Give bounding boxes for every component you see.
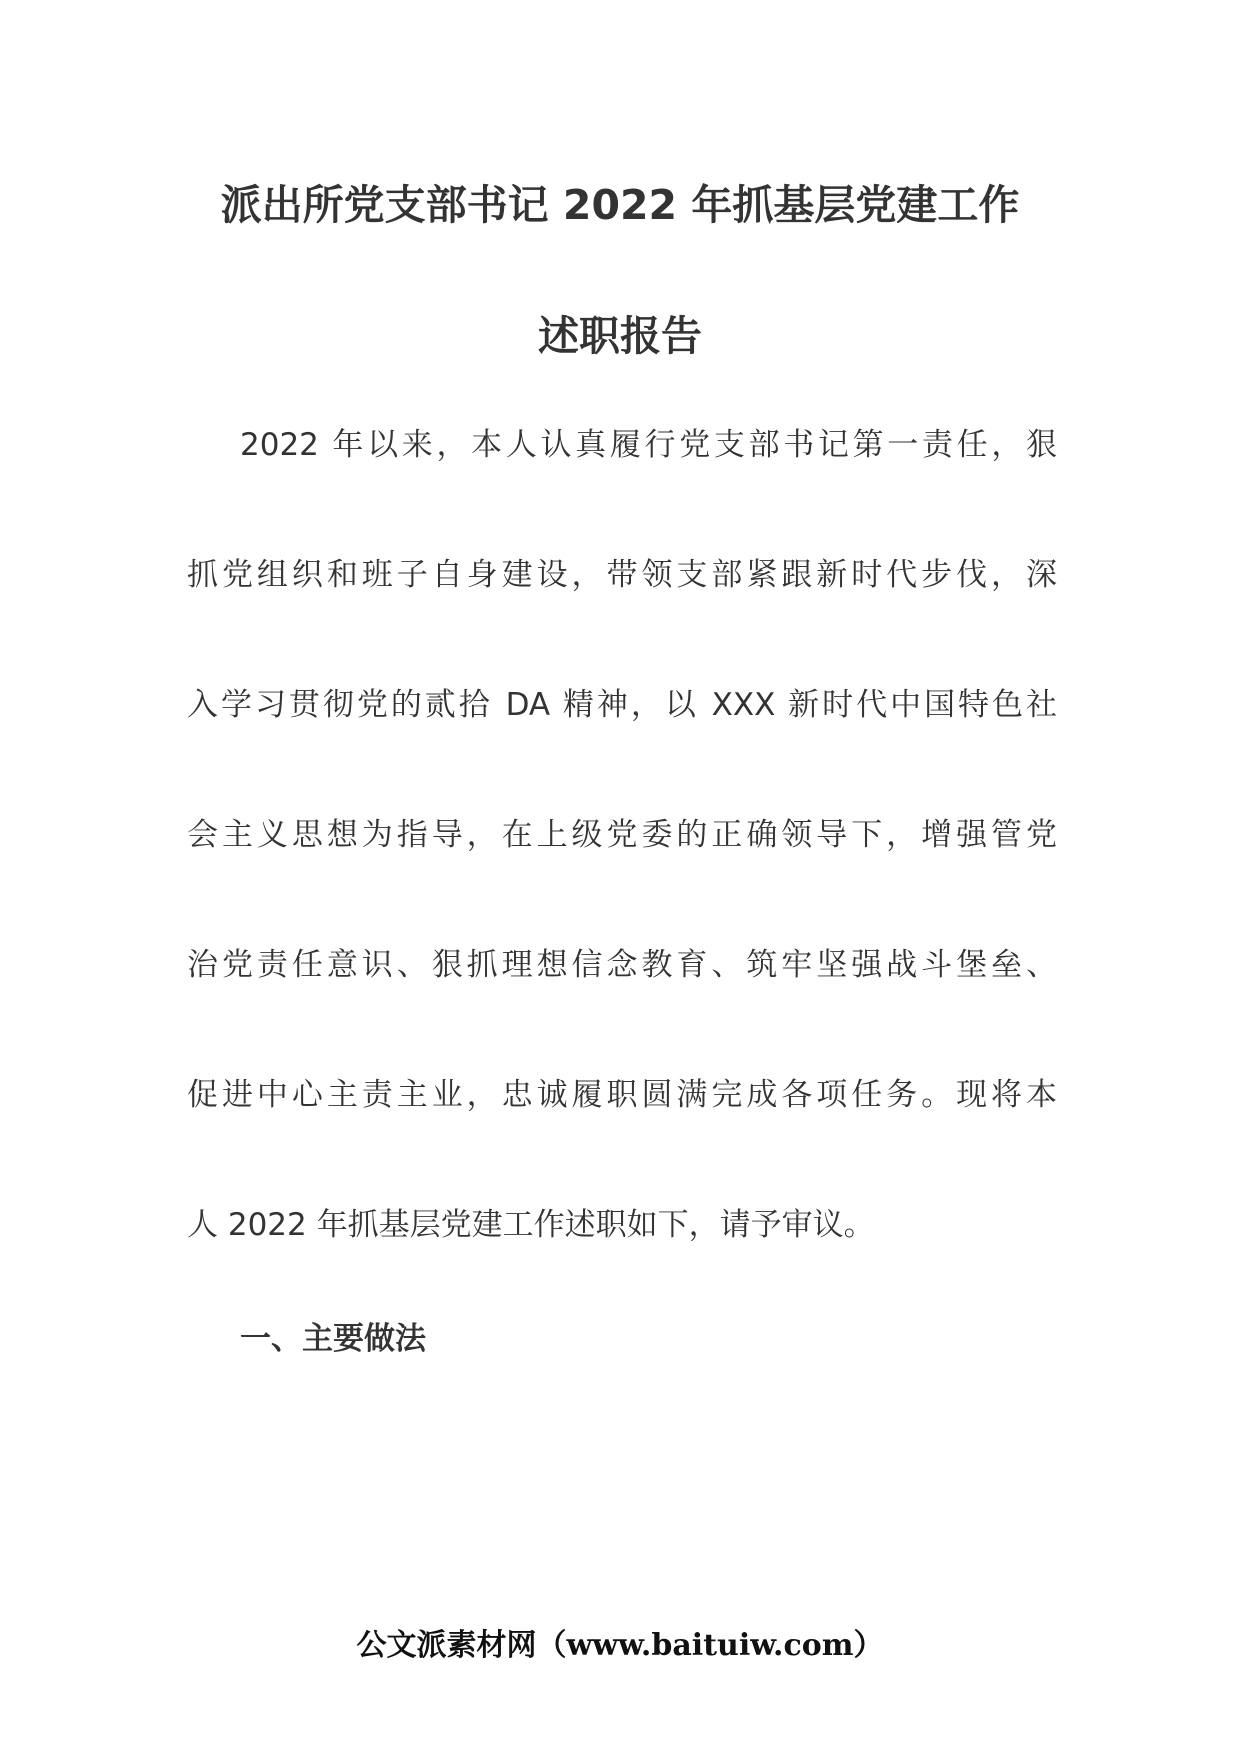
paragraph-line: 入学习贯彻党的贰拾 DA 精神，以 XXX 新时代中国特色社 xyxy=(187,687,1057,723)
document-title-line-2: 述职报告 xyxy=(538,312,702,360)
paragraph-line: 会主义思想为指导，在上级党委的正确领导下，增强管党 xyxy=(187,817,1057,853)
intro-paragraph xyxy=(187,380,1057,1290)
paragraph-line: 人 2022 年抓基层党建工作述职如下，请予审议。 xyxy=(187,1207,875,1243)
paragraph-line: 促进中心主责主业，忠诚履职圆满完成各项任务。现将本 xyxy=(187,1077,1057,1113)
paragraph-line: 抓党组织和班子自身建设，带领支部紧跟新时代步伐，深 xyxy=(187,557,1057,593)
section-heading: 一、主要做法 xyxy=(240,1321,426,1357)
footer-source-text: 公文派素材网（www.baituiw.com） xyxy=(356,1628,884,1663)
document-title-line-1: 派出所党支部书记 2022 年抓基层党建工作 xyxy=(220,181,1020,229)
paragraph-line: 治党责任意识、狠抓理想信念教育、筑牢坚强战斗堡垒、 xyxy=(187,947,1057,983)
paragraph-line: 2022 年以来，本人认真履行党支部书记第一责任，狠 xyxy=(240,427,1057,463)
